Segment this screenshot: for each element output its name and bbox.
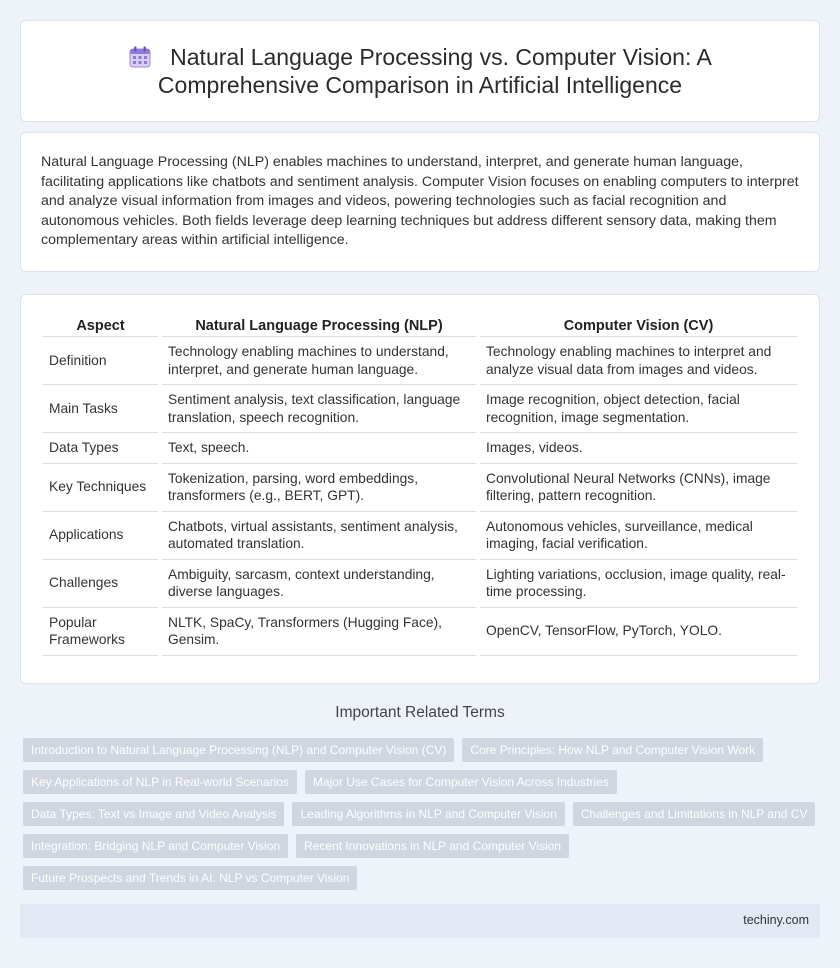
table-cell: Key Techniques: [43, 464, 158, 512]
table-row: [43, 433, 797, 464]
related-term-tag[interactable]: Recent Innovations in NLP and Computer Vision: [296, 834, 569, 858]
table-cell: Technology enabling machines to interpret and analyze visual data from images and videos.: [480, 337, 797, 385]
table-cell: Technology enabling machines to understand, interpret, and generate human language.: [162, 337, 476, 385]
table-cell: Convolutional Neural Networks (CNNs), image filtering, pattern recognition.: [480, 464, 797, 512]
table-cell: Applications: [43, 512, 158, 560]
table-row: [43, 385, 797, 433]
table-cell: Ambiguity, sarcasm, context understanding, diverse languages.: [162, 560, 476, 608]
table-cell: Challenges: [43, 560, 158, 608]
table-cell: Text, speech.: [162, 433, 476, 464]
related-term-tag[interactable]: Data Types: Text vs Image and Video Analysis: [23, 802, 284, 826]
table-cell: Chatbots, virtual assistants, sentiment analysis, automated translation.: [162, 512, 476, 560]
table-cell: Sentiment analysis, text classification, language translation, speech recognition.: [162, 385, 476, 433]
title-card: [20, 20, 820, 122]
related-term-tag[interactable]: Future Prospects and Trends in AI: NLP vs Computer Vision: [23, 866, 357, 890]
table-row: [43, 608, 797, 656]
page-title: [70, 43, 770, 99]
table-cell: Main Tasks: [43, 385, 158, 433]
related-term-tag[interactable]: Challenges and Limitations in NLP and CV: [573, 802, 816, 826]
related-terms-heading: Important Related Terms: [335, 704, 505, 721]
related-term-tag[interactable]: Leading Algorithms in NLP and Computer Vision: [292, 802, 564, 826]
column-header-cv: Computer Vision (CV): [480, 313, 797, 337]
calendar-icon: [128, 46, 152, 68]
related-term-tag[interactable]: Major Use Cases for Computer Vision Across Industries: [305, 770, 617, 794]
table-row: [43, 464, 797, 512]
table-cell: Autonomous vehicles, surveillance, medical imaging, facial verification.: [480, 512, 797, 560]
table-cell: Images, videos.: [480, 433, 797, 464]
comparison-table-card: [20, 294, 820, 684]
related-terms-list: [23, 738, 823, 898]
table-cell: Definition: [43, 337, 158, 385]
column-header-nlp: Natural Language Processing (NLP): [162, 313, 476, 337]
comparison-table: [39, 313, 801, 656]
title-line-2: Comprehensive Comparison in Artificial Intelligence: [157, 72, 683, 98]
related-term-tag[interactable]: Introduction to Natural Language Processing (NLP) and Computer Vision (CV): [23, 738, 454, 762]
footer-site-link[interactable]: techiny.com: [743, 913, 809, 927]
title-line-1: Natural Language Processing vs. Computer Vision: A: [170, 44, 712, 70]
table-row: [43, 512, 797, 560]
table-cell: OpenCV, TensorFlow, PyTorch, YOLO.: [480, 608, 797, 656]
related-term-tag[interactable]: Integration: Bridging NLP and Computer Vision: [23, 834, 288, 858]
table-row: [43, 560, 797, 608]
column-header-aspect: Aspect: [43, 313, 158, 337]
table-cell: NLTK, SpaCy, Transformers (Hugging Face), Gensim.: [162, 608, 476, 656]
table-row: [43, 337, 797, 385]
related-term-tag[interactable]: Key Applications of NLP in Real-world Scenarios: [23, 770, 297, 794]
table-cell: Popular Frameworks: [43, 608, 158, 656]
intro-card: [20, 132, 820, 272]
table-cell: Image recognition, object detection, facial recognition, image segmentation.: [480, 385, 797, 433]
table-cell: Tokenization, parsing, word embeddings, transformers (e.g., BERT, GPT).: [162, 464, 476, 512]
table-cell: Data Types: [43, 433, 158, 464]
intro-paragraph: Natural Language Processing (NLP) enables machines to understand, interpret, and generate human language, facilitating applications like chatbots and sentiment analysis. Computer Vision focuses on enabling computers to interpret and analyze visual information from images and videos, powering technologies such as facial recognition and autonomous vehicles. Both fields leverage deep learning techniques but address different sensory data, making them complementary areas within artificial intelligence.: [41, 154, 799, 248]
footer-bar: [20, 904, 820, 938]
table-header-row: [43, 313, 797, 337]
related-term-tag[interactable]: Core Principles: How NLP and Computer Vision Work: [462, 738, 763, 762]
table-cell: Lighting variations, occlusion, image quality, real-time processing.: [480, 560, 797, 608]
